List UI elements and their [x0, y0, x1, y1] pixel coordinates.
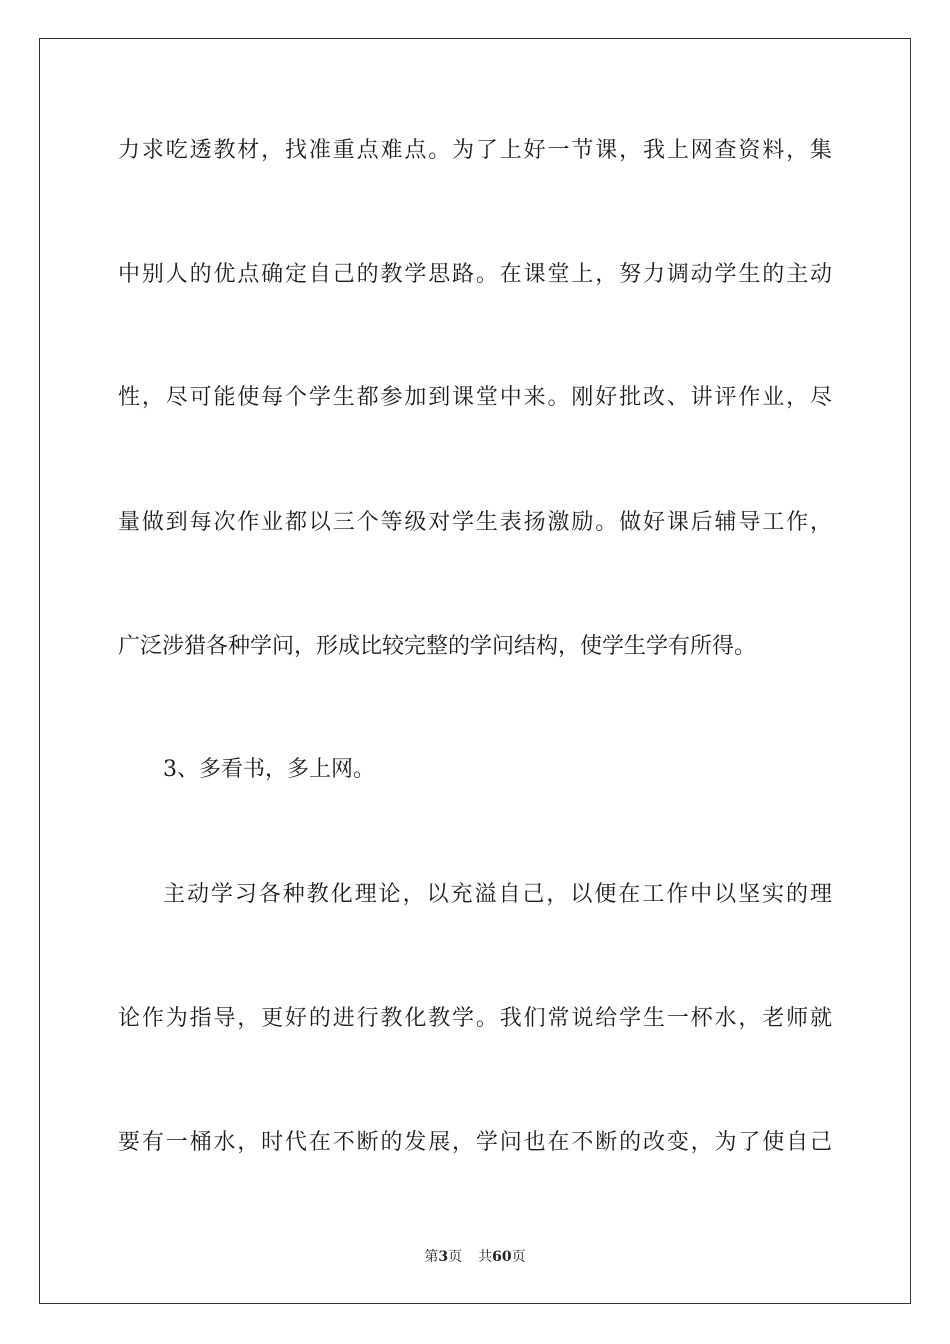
footer-total-suffix: 页 — [511, 1249, 526, 1265]
section-heading: 3、多看书，多上网。 — [163, 757, 375, 782]
paragraph-line-8: 论作为指导，更好的进行教化教学。我们常说给学生一杯水，老师就 — [118, 1006, 832, 1031]
paragraph-line-9: 要有一桶水，时代在不断的发展，学问也在不断的改变，为了使自己 — [118, 1130, 832, 1155]
paragraph-line-5: 广泛涉猎各种学问，形成比较完整的学问结构，使学生学有所得。 — [118, 634, 757, 659]
paragraph-line-1: 力求吃透教材，找准重点难点。为了上好一节课，我上网查资料，集 — [118, 138, 832, 163]
page-footer — [0, 1248, 950, 1266]
footer-total-prefix: 共 — [478, 1249, 493, 1265]
paragraph-line-7: 主动学习各种教化理论，以充溢自己，以便在工作中以坚实的理 — [163, 882, 832, 907]
footer-total-number: 60 — [492, 1249, 512, 1265]
page-border — [39, 38, 911, 1304]
paragraph-line-4: 量做到每次作业都以三个等级对学生表扬激励。做好课后辅导工作， — [118, 510, 832, 535]
paragraph-line-2: 中别人的优点确定自己的教学思路。在课堂上，努力调动学生的主动 — [118, 262, 832, 287]
footer-page-suffix: 页 — [448, 1249, 463, 1265]
paragraph-line-3: 性，尽可能使每个学生都参加到课堂中来。刚好批改、讲评作业，尽 — [118, 385, 832, 410]
footer-page-prefix: 第 — [424, 1249, 439, 1265]
footer-page-number: 3 — [438, 1249, 449, 1265]
